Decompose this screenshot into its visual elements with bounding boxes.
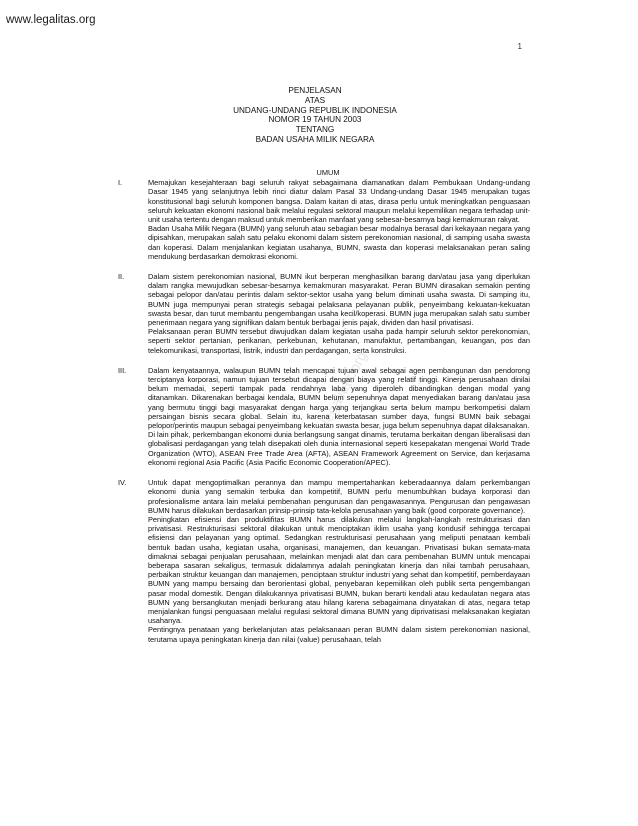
paragraph: Dalam sistem perekonomian nasional, BUMN ikut berperan menghasilkan barang dan/atau jasa yang diperlukan dalam rangka mewujudkan sebesar-besarnya kemakmuran masyarakat. Peran BUMN dirasakan semakin penting sebagai pelopor dan/atau perintis dalam sektor-sektor usaha yang belum diminati usaha swasta. Di samping itu, BUMN juga mempunyai peran strategis sebagai pelaksana pelayanan publik, penyeimbang kekuatan-kekuatan swasta besar, dan turut membantu pengembangan usaha kecil/koperasi. BUMN juga merupakan salah satu sumber penerimaan negara yang signifikan dalam bentuk berbagai jenis pajak, dividen dan hasil privatisasi. [148, 272, 530, 328]
section-numeral: I. [118, 178, 123, 188]
paragraph: Badan Usaha Milik Negara (BUMN) yang seluruh atau sebagian besar modalnya berasal dari kekayaan negara yang dipisahkan, merupakan salah satu pelaku ekonomi dalam sistem perekonomian nasional, di samping usaha swasta dan koperasi. Dalam menjalankan kegiatan usahanya, BUMN, swasta dan koperasi melaksanakan peran saling mendukung berdasarkan demokrasi ekonomi. [148, 224, 530, 261]
section-heading-umum: UMUM [316, 168, 340, 177]
title-line: TENTANG [295, 125, 335, 135]
title-line: BADAN USAHA MILIK NEGARA [255, 134, 375, 144]
paragraph: Untuk dapat mengoptimalkan perannya dan mampu mempertahankan keberadaannya dalam perkembangan ekonomi dunia yang semakin terbuka dan kompetitif, BUMN perlu menumbuhkan budaya korporasi dan profesionalisme antara lain melalui pembenahan pengurusan dan pengawasannya. Pengurusan dan pengawasan BUMN harus dilakukan berdasarkan prinsip-prinsip tata-kelola perusahaan yang baik (good corporate governance). [148, 478, 530, 515]
section-i [116, 178, 530, 261]
paragraph: Di lain pihak, perkembangan ekonomi dunia berlangsung sangat dinamis, terutama berkaitan dengan liberalisasi dan globalisasi perdagangan yang telah disepakati oleh dunia internasional seperti kesepakatan mengenai World Trade Organization (WTO), ASEAN Free Trade Area (AFTA), ASEAN Framework Agreement on Service, dan kerjasama ekonomi regional Asia Pacific (Asia Pacific Economic Cooperation/APEC). [148, 430, 530, 467]
title-line: NOMOR 19 TAHUN 2003 [268, 115, 362, 125]
site-link[interactable]: www.legalitas.org [6, 14, 96, 26]
section-body [148, 478, 530, 644]
section-body [148, 272, 530, 355]
section-numeral: III. [118, 365, 127, 375]
section-numeral: IV. [118, 478, 127, 488]
section-iv [116, 478, 530, 644]
document-body [116, 168, 530, 655]
section-iii [116, 366, 530, 467]
title-line: ATAS [304, 95, 326, 105]
watermark: legalitas.org [318, 348, 371, 428]
paragraph: Dalam kenyataannya, walaupun BUMN telah mencapai tujuan awal sebagai agen pembangunan dan pendorong terciptanya korporasi, namun tujuan tersebut dicapai dengan biaya yang relatif tinggi. Kinerja perusahaan dinilai belum memadai, seperti tampak pada rendahnya laba yang diperoleh dibandingkan dengan modal yang ditanamkan. Dikarenakan berbagai kendala, BUMN belum sepenuhnya dapat menyediakan barang dan/atau jasa yang bermutu tinggi bagi masyarakat dengan harga yang terjangkau serta belum mampu berkompetisi dalam persaingan bisnis secara global. Selain itu, karena keterbatasan sumber daya, fungsi BUMN baik sebagai pelopor/perintis maupun sebagai penyeimbang kekuatan swasta besar, juga belum sepenuhnya dapat dilaksanakan. [148, 365, 530, 431]
section-ii [116, 272, 530, 355]
page-number: 1 [517, 42, 522, 51]
paragraph: Memajukan kesejahteraan bagi seluruh rakyat sebagaimana diamanatkan dalam Pembukaan Undang-undang Dasar 1945 yang selanjutnya lebih rinci diatur dalam Pasal 33 Undang-undang Dasar 1945 merupakan tugas konstitusional bagi seluruh komponen bangsa. Dalam kaitan di atas, dirasa perlu untuk meningkatkan penguasaan seluruh kekuatan ekonomi nasional baik melalui regulasi sektoral maupun melalui kepemilikan negara terhadap unit-unit usaha tertentu dengan maksud untuk memberikan manfaat yang sebesar-besarnya bagi kemakmuran rakyat. [148, 178, 530, 225]
section-numeral: II. [118, 272, 125, 282]
section-body [148, 178, 530, 261]
section-body [148, 366, 530, 467]
paragraph: Pentingnya penataan yang berkelanjutan atas pelaksanaan peran BUMN dalam sistem perekonomian nasional, terutama upaya peningkatan kinerja dan nilai (value) perusahaan, telah [148, 625, 530, 644]
title-line: UNDANG-UNDANG REPUBLIK INDONESIA [233, 105, 397, 115]
title-line: PENJELASAN [288, 86, 342, 95]
paragraph: Pelaksanaan peran BUMN tersebut diwujudkan dalam kegiatan usaha pada hampir seluruh sektor perekonomian, seperti sektor pertanian, perikanan, perkebunan, kehutanan, manufaktur, pertambangan, keuangan, pos dan telekomunikasi, transportasi, listrik, industri dan perdagangan, serta konstruksi. [148, 327, 530, 355]
paragraph: Peningkatan efisiensi dan produktifitas BUMN harus dilakukan melalui langkah-langkah restrukturisasi dan privatisasi. Restrukturisasi sektoral dilakukan untuk menciptakan iklim usaha yang kondusif sehingga tercapai efisiensi dan pelayanan yang optimal. Sedangkan restrukturisasi perusahaan yang meliputi penataan kembali bentuk badan usaha, kegiatan usaha, organisasi, manajemen, dan keuangan. Privatisasi bukan semata-mata dimaknai sebagai penjualan perusahaan, melainkan menjadi alat dan cara pembenahan BUMN untuk mencapai beberapa sasaran sekaligus, termasuk didalamnya adalah peningkatan kinerja dan nilai tambah perusahaan, perbaikan struktur keuangan dan manajemen, penciptaan struktur industri yang sehat dan kompetitif, pemberdayaan BUMN yang mampu bersaing dan berorientasi global, penyebaran kepemilikan oleh publik serta pengembangan pasar modal domestik. Dengan dilakukannya privatisasi BUMN, bukan berarti kendali atau kedaulatan negara atas BUMN yang bersangkutan menjadi berkurang atau hilang karena sebagaimana dinyatakan di atas, negara tetap menjalankan fungsi penguasaan melalui regulasi sektoral dimana BUMN yang diprivatisasi melaksanakan kegiatan usahanya. [148, 514, 530, 626]
document-title [120, 86, 510, 145]
